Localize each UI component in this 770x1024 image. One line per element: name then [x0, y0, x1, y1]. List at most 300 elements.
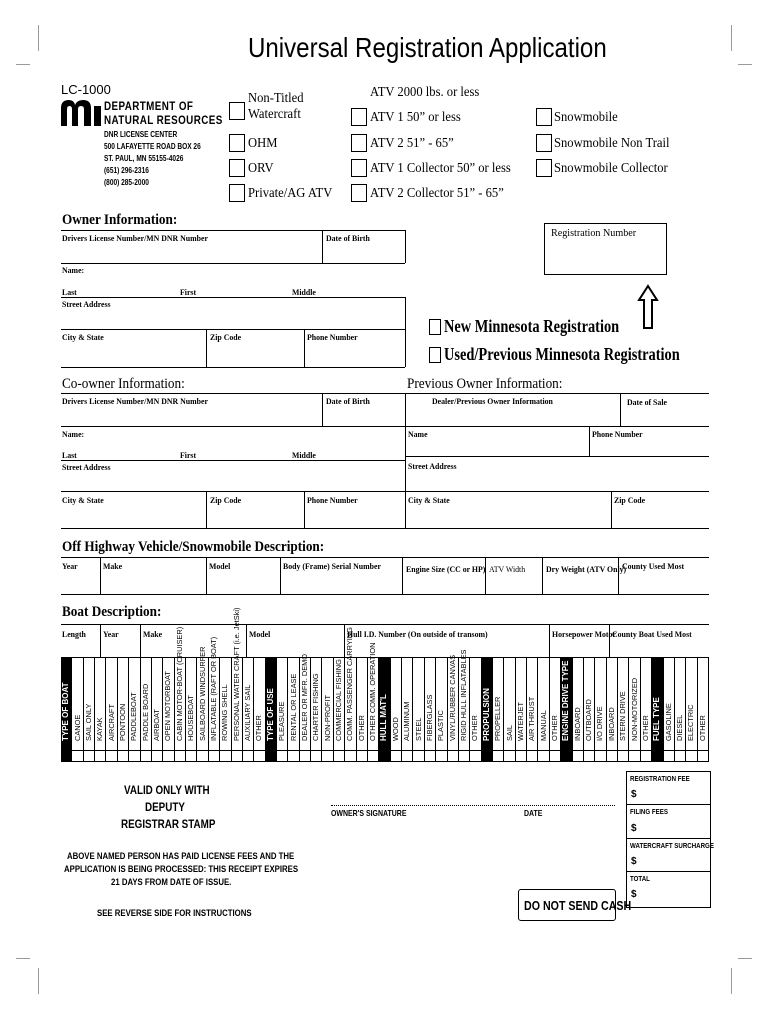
up-arrow-icon	[637, 284, 659, 335]
boat-option-checkbox[interactable]	[72, 750, 82, 761]
boat-section-header	[561, 657, 572, 761]
address-line: (800) 285-2000	[104, 178, 149, 187]
rule	[322, 393, 323, 426]
label-ohm: OHM	[248, 136, 278, 151]
coowner-heading: Co-owner Information:	[62, 376, 185, 392]
fee-registration-label: REGISTRATION FEE	[630, 774, 690, 783]
coowner-street-label: Street Address	[62, 462, 111, 472]
label-private-ag-atv: Private/AG ATV	[248, 186, 333, 201]
boat-horsepower-label: Horsepower Motor	[552, 629, 616, 639]
boat-option-column	[208, 636, 220, 761]
boat-option-checkbox[interactable]	[629, 750, 639, 761]
boat-option-label: STEEL	[413, 717, 423, 741]
boat-option-checkbox[interactable]	[197, 750, 207, 761]
boat-option-column	[550, 657, 561, 761]
rule	[627, 804, 710, 805]
rule	[61, 393, 405, 394]
boat-option-column	[538, 657, 549, 761]
crop-mark	[731, 25, 732, 51]
boat-option-checkbox[interactable]	[186, 750, 196, 761]
boat-table	[61, 624, 709, 658]
prev-zip-label: Zip Code	[614, 495, 646, 505]
rule	[61, 329, 405, 330]
boat-option-checkbox[interactable]	[277, 750, 287, 761]
checkbox-atv1-collector[interactable]	[351, 159, 367, 177]
ohv-dry-weight-label: Dry Weight (ATV Only)	[546, 564, 627, 574]
fees-box	[626, 771, 714, 908]
rule	[405, 393, 709, 394]
do-not-send-cash-box	[518, 889, 632, 921]
dnr-logo-icon	[61, 100, 101, 126]
boat-make-label: Make	[143, 629, 163, 639]
owner-first-label: First	[180, 287, 197, 297]
boat-option-column	[368, 642, 379, 761]
rule	[206, 329, 207, 367]
boat-option-label: PERSONAL WATER CRAFT (i.e. JetSki)	[231, 607, 241, 741]
ohv-engine-label: Engine Size (CC or HP)	[406, 564, 486, 574]
checkbox-orv[interactable]	[229, 159, 245, 177]
coowner-phone-label: Phone Number	[307, 495, 358, 505]
rule	[61, 761, 709, 762]
boat-option-column	[345, 627, 356, 761]
rule	[61, 367, 405, 368]
label-orv: ORV	[248, 161, 274, 176]
owner-city-label: City & State	[62, 332, 104, 342]
boat-option-column	[311, 657, 322, 761]
boat-option-column	[698, 657, 709, 761]
rule	[549, 625, 550, 658]
boat-section-header-label: FUEL TYPE	[652, 697, 662, 741]
rule	[618, 558, 619, 594]
boat-option-column	[595, 657, 606, 761]
boat-option-checkbox[interactable]	[402, 750, 412, 761]
registration-number-box[interactable]	[544, 223, 667, 275]
boat-option-label: WATERJET	[515, 701, 525, 741]
boat-option-column	[322, 657, 333, 761]
boat-section-header-label: ENGINE DRIVE TYPE	[561, 660, 571, 741]
boat-option-column	[277, 657, 288, 761]
ohv-county-label: County Used Most	[622, 561, 685, 571]
boat-length-label: Length	[62, 629, 86, 639]
boat-section-header	[266, 657, 277, 761]
rule	[61, 460, 405, 461]
boat-option-label: OTHER	[254, 715, 264, 741]
boat-option-checkbox[interactable]	[538, 750, 548, 761]
boat-option-checkbox[interactable]	[607, 750, 617, 761]
checkbox-atv2-collector[interactable]	[351, 184, 367, 202]
boat-option-label: AIR THRUST	[527, 696, 537, 741]
boat-option-checkbox[interactable]	[322, 750, 332, 761]
boat-option-column	[220, 657, 231, 761]
boat-option-checkbox[interactable]	[664, 750, 674, 761]
boat-option-label: AIRBOAT	[152, 709, 162, 741]
boat-option-label: CANOE	[72, 714, 82, 741]
boat-option-column	[197, 646, 208, 761]
owner-heading: Owner Information:	[62, 212, 178, 228]
crop-mark	[38, 968, 39, 994]
boat-option-checkbox[interactable]	[95, 750, 105, 761]
boat-option-column	[664, 657, 675, 761]
checkbox-new-registration[interactable]	[429, 319, 441, 335]
boat-option-label: I/O DRIVE	[595, 706, 605, 741]
rule	[246, 625, 247, 658]
boat-option-column	[527, 657, 538, 761]
prev-owner-heading: Previous Owner Information:	[407, 376, 563, 392]
boat-option-checkbox[interactable]	[288, 750, 298, 761]
boat-option-label: OUTBOARD	[584, 699, 594, 741]
boat-option-checkbox[interactable]	[413, 750, 423, 761]
boat-option-label: MANUAL	[538, 710, 548, 741]
coowner-middle-label: Middle	[292, 450, 316, 460]
rule	[100, 558, 101, 594]
owner-signature-label: OWNER'S SIGNATURE	[331, 808, 407, 818]
boat-option-label: CABIN MOTOR-BOAT (CRUISER)	[174, 626, 184, 741]
fee-filing-currency: $	[631, 823, 637, 834]
boat-option-column	[254, 657, 265, 761]
boat-option-column	[470, 657, 481, 761]
address-line: (651) 296-2316	[104, 166, 149, 175]
boat-option-label: ROWING SHELL	[220, 684, 230, 741]
boat-option-checkbox[interactable]	[345, 750, 355, 761]
boat-option-label: OTHER COMM. OPERATION	[368, 642, 378, 741]
fee-total-currency: $	[631, 889, 637, 900]
boat-option-checkbox[interactable]	[550, 750, 560, 761]
boat-option-checkbox[interactable]	[357, 750, 367, 761]
date-label: DATE	[524, 808, 543, 818]
rule	[100, 625, 101, 658]
dnr-name-line1: DEPARTMENT OF	[104, 99, 194, 113]
label-atv1-collector: ATV 1 Collector 50” or less	[370, 161, 511, 176]
boat-option-checkbox[interactable]	[618, 750, 628, 761]
boat-option-label: AUXILIARY SAIL	[243, 684, 253, 741]
boat-option-column	[152, 657, 163, 761]
boat-option-checkbox[interactable]	[527, 750, 537, 761]
boat-option-label: SAILBOARD WINDSURFER	[197, 646, 207, 741]
crop-mark	[16, 958, 30, 959]
boat-option-column	[106, 657, 117, 761]
boat-option-checkbox[interactable]	[254, 750, 264, 761]
boat-year-label: Year	[103, 629, 119, 639]
boat-option-checkbox[interactable]	[129, 750, 139, 761]
boat-option-checkbox[interactable]	[459, 750, 469, 761]
boat-option-checkbox[interactable]	[84, 750, 94, 761]
label-atv2-51-65: ATV 2 51” - 65”	[370, 136, 454, 151]
boat-option-column	[84, 657, 95, 761]
boat-option-checkbox[interactable]	[106, 750, 116, 761]
boat-option-label: OTHER	[550, 715, 559, 741]
ohv-heading: Off Highway Vehicle/Snowmobile Description:	[62, 539, 325, 555]
rule	[61, 263, 405, 264]
crop-mark	[38, 25, 39, 51]
label-snowmobile-collector: Snowmobile Collector	[554, 161, 668, 176]
boat-option-label: COMM. PASSENGER CARRYING	[345, 627, 355, 741]
boat-option-column	[299, 653, 311, 761]
boat-option-checkbox[interactable]	[584, 750, 594, 761]
boat-option-column	[641, 657, 652, 761]
boat-option-column	[141, 657, 152, 761]
rule	[627, 871, 710, 872]
boat-option-column	[436, 657, 447, 761]
boat-model-label: Model	[249, 629, 271, 639]
prev-name-label: Name	[408, 429, 428, 439]
boat-option-checkbox[interactable]	[573, 750, 583, 761]
label-new-registration: New Minnesota Registration	[444, 316, 620, 336]
prev-city-label: City & State	[408, 495, 450, 505]
boat-option-checkbox[interactable]	[243, 750, 253, 761]
owner-middle-label: Middle	[292, 287, 316, 297]
prev-dealer-label: Dealer/Previous Owner Information	[432, 396, 553, 406]
fee-total-label: TOTAL	[630, 874, 650, 883]
boat-option-checkbox[interactable]	[448, 750, 458, 761]
boat-option-label: KAYAK	[95, 717, 105, 741]
boat-option-label: DIESEL	[675, 714, 685, 741]
label-snowmobile-non-trail: Snowmobile Non Trail	[554, 136, 670, 151]
boat-option-label: COMMERCIAL FISHING	[334, 659, 343, 741]
boat-option-column	[334, 657, 345, 761]
boat-option-checkbox[interactable]	[493, 750, 503, 761]
boat-option-label: PONTOON	[118, 703, 127, 741]
boat-option-checkbox[interactable]	[675, 750, 685, 761]
boat-option-checkbox[interactable]	[686, 750, 696, 761]
rule	[589, 426, 590, 456]
boat-option-label: SAIL ONLY	[83, 703, 93, 741]
dnr-name-line2: NATURAL RESOURCES	[104, 113, 223, 127]
boat-option-label: STERN DRIVE	[618, 691, 628, 741]
boat-section-header-label: TYPE OF USE	[265, 688, 275, 741]
boat-option-checkbox[interactable]	[698, 750, 708, 761]
rule	[206, 491, 207, 528]
boat-option-label: PLEASURE	[277, 701, 287, 741]
checkbox-non-titled-watercraft[interactable]	[229, 102, 245, 120]
address-line: DNR LICENSE CENTER	[104, 130, 178, 139]
ohv-year-label: Year	[62, 561, 78, 571]
boat-option-checkbox[interactable]	[220, 750, 230, 761]
owner-zip-label: Zip Code	[210, 332, 242, 342]
checkbox-snowmobile-collector[interactable]	[536, 159, 552, 177]
page-title: Universal Registration Application	[248, 32, 607, 63]
fee-surcharge-currency: $	[631, 856, 637, 867]
ohv-serial-label: Body (Frame) Serial Number	[283, 561, 381, 571]
coowner-dl-label: Drivers License Number/MN DNR Number	[62, 396, 208, 406]
rule	[61, 297, 405, 298]
boat-option-column	[95, 657, 106, 761]
boat-option-label: AIRCRAFT	[106, 704, 116, 741]
boat-option-column	[686, 657, 697, 761]
boat-option-label: OTHER	[640, 715, 650, 741]
atv-header: ATV 2000 lbs. or less	[370, 85, 480, 100]
boat-option-column	[573, 657, 584, 761]
boat-option-column	[186, 657, 197, 761]
boat-option-checkbox[interactable]	[209, 750, 219, 761]
boat-option-label: ELECTRIC	[686, 704, 696, 741]
rule	[140, 625, 141, 658]
boat-option-column	[357, 657, 368, 761]
reverse-side-note: SEE REVERSE SIDE FOR INSTRUCTIONS	[97, 908, 252, 919]
fee-filing-label: FILING FEES	[630, 807, 668, 816]
checkbox-snowmobile[interactable]	[536, 108, 552, 126]
boat-option-label: HOUSEBOAT	[186, 695, 196, 741]
boat-option-column	[504, 657, 515, 761]
boat-option-label: PADDLE BOARD	[140, 683, 150, 741]
boat-option-checkbox[interactable]	[391, 750, 401, 761]
boat-option-column	[163, 657, 174, 761]
rule	[402, 558, 403, 594]
ohv-atv-width-label: ATV Width	[489, 564, 526, 574]
boat-option-checkbox[interactable]	[152, 750, 162, 761]
receipt-text-3: 21 DAYS FROM DATE OF ISSUE.	[111, 877, 232, 888]
ohv-table	[61, 557, 709, 595]
signature-line[interactable]	[331, 805, 615, 806]
prev-street-label: Street Address	[408, 461, 457, 471]
crop-mark	[738, 64, 752, 65]
rule	[405, 297, 406, 367]
boat-option-label: PLASTIC	[436, 710, 446, 741]
fee-surcharge-label: WATERCRAFT SURCHARGE	[630, 841, 714, 850]
coowner-dob-label: Date of Birth	[326, 396, 370, 406]
boat-option-label: RENTAL OR LEASE	[288, 673, 298, 741]
crop-mark	[16, 64, 30, 65]
owner-dl-label: Drivers License Number/MN DNR Number	[62, 233, 208, 243]
rule	[611, 491, 612, 528]
boat-option-checkbox[interactable]	[436, 750, 446, 761]
boat-option-checkbox[interactable]	[641, 750, 651, 761]
boat-option-column	[459, 649, 470, 761]
boat-option-label: FIBERGLASS	[424, 694, 434, 741]
owner-street-label: Street Address	[62, 299, 111, 309]
coowner-first-label: First	[180, 450, 197, 460]
boat-option-label: NON-MOTORIZED	[629, 677, 639, 741]
label-atv1-50: ATV 1 50” or less	[370, 110, 461, 125]
rule	[61, 230, 405, 231]
boat-option-checkbox[interactable]	[175, 750, 185, 761]
checkbox-used-registration[interactable]	[429, 347, 441, 363]
rule	[304, 491, 305, 528]
form-number: LC-1000	[61, 82, 111, 97]
owner-phone-label: Phone Number	[307, 332, 358, 342]
boat-option-checkbox[interactable]	[368, 750, 378, 761]
checkbox-atv2-51-65[interactable]	[351, 134, 367, 152]
boat-option-checkbox[interactable]	[334, 750, 344, 761]
boat-option-label: OTHER	[356, 715, 366, 741]
boat-option-label: CHARTER FISHING	[311, 673, 321, 741]
boat-option-checkbox[interactable]	[141, 750, 151, 761]
label-atv2-collector: ATV 2 Collector 51” - 65”	[370, 186, 504, 201]
boat-hull-id-label: Hull I.D. Number (On outside of transom)	[347, 629, 488, 639]
rule	[609, 625, 610, 658]
dnr-logo	[61, 100, 101, 131]
boat-option-label: PROPELLER	[493, 696, 503, 741]
rule	[485, 558, 486, 594]
boat-option-label: INBOARD	[606, 707, 616, 741]
boat-section-header	[652, 657, 663, 761]
owner-dob-label: Date of Birth	[326, 233, 370, 243]
rule	[405, 393, 406, 528]
rule	[280, 558, 281, 594]
rule	[405, 426, 709, 427]
valid-text-3: REGISTRAR STAMP	[121, 817, 216, 831]
boat-section-header-label: PROPULSION	[481, 688, 491, 741]
prev-phone-label: Phone Number	[592, 429, 643, 439]
registration-number-label: Registration Number	[551, 227, 637, 239]
boat-option-label: ALUMINUM	[402, 701, 412, 741]
rule	[61, 528, 709, 529]
label-non-titled-watercraft: Non-Titled Watercraft	[248, 91, 304, 122]
rule	[304, 329, 305, 367]
boat-option-column	[493, 657, 504, 761]
checkbox-atv1-50[interactable]	[351, 108, 367, 126]
boat-option-checkbox[interactable]	[516, 750, 526, 761]
boat-option-checkbox[interactable]	[425, 750, 435, 761]
boat-option-label: WOOD	[390, 717, 400, 741]
boat-option-checkbox[interactable]	[300, 750, 310, 761]
boat-option-column	[402, 657, 413, 761]
receipt-text-2: APPLICATION IS BEING PROCESSED: THIS RECEIPT EXPIRES	[64, 864, 299, 875]
coowner-zip-label: Zip Code	[210, 495, 242, 505]
boat-option-column	[129, 657, 140, 761]
boat-option-column	[243, 657, 254, 761]
boat-section-header-label: TYPE OF BOAT	[61, 682, 71, 741]
boat-option-checkbox[interactable]	[311, 750, 321, 761]
owner-last-label: Last	[62, 287, 77, 297]
rule	[61, 657, 709, 658]
address-line: 500 LAFAYETTE ROAD BOX 26	[104, 142, 201, 151]
boat-option-label: INBOARD	[572, 707, 582, 741]
crop-mark	[738, 958, 752, 959]
boat-option-checkbox[interactable]	[595, 750, 605, 761]
rule	[322, 230, 323, 263]
owner-name-label: Name:	[62, 265, 85, 275]
boat-option-column	[629, 657, 640, 761]
rule	[405, 456, 709, 457]
boat-option-checkbox[interactable]	[118, 750, 128, 761]
boat-option-column	[413, 657, 424, 761]
receipt-text-1: ABOVE NAMED PERSON HAS PAID LICENSE FEES AND THE	[67, 851, 295, 862]
boat-option-checkbox[interactable]	[470, 750, 480, 761]
ohv-model-label: Model	[209, 561, 231, 571]
boat-option-checkbox[interactable]	[504, 750, 514, 761]
boat-option-column	[584, 657, 595, 761]
boat-option-label: OTHER	[470, 715, 480, 741]
rule	[627, 838, 710, 839]
boat-option-checkbox[interactable]	[163, 750, 173, 761]
boat-section-header	[61, 657, 72, 761]
boat-option-label: NON-PROFIT	[322, 695, 332, 741]
fee-registration-currency: $	[631, 789, 637, 800]
valid-text-1: VALID ONLY WITH	[124, 783, 210, 797]
boat-option-checkbox[interactable]	[232, 750, 242, 761]
address-line: ST. PAUL, MN 55155-4026	[104, 154, 184, 163]
boat-section-header-label: HULL MAT'L	[379, 694, 389, 741]
boat-option-column	[174, 626, 186, 761]
boat-option-label: INFLATABLE (RAFT OR BOAT)	[208, 636, 218, 741]
coowner-name-label: Name:	[62, 429, 85, 439]
label-used-registration: Used/Previous Minnesota Registration	[444, 344, 680, 364]
checkbox-private-ag-atv[interactable]	[229, 184, 245, 202]
checkbox-ohm[interactable]	[229, 134, 245, 152]
boat-option-column	[288, 657, 299, 761]
prev-date-of-sale-label: Date of Sale	[627, 397, 667, 407]
boat-section-header	[379, 657, 390, 761]
checkbox-snowmobile-non-trail[interactable]	[536, 134, 552, 152]
boat-option-column	[618, 657, 629, 761]
boat-option-label: SAIL	[504, 724, 514, 741]
boat-section-header	[482, 657, 493, 761]
ohv-make-label: Make	[103, 561, 123, 571]
label-snowmobile: Snowmobile	[554, 110, 618, 125]
rule	[206, 558, 207, 594]
boat-option-label: GASOLINE	[663, 703, 673, 741]
boat-heading: Boat Description:	[62, 604, 162, 620]
